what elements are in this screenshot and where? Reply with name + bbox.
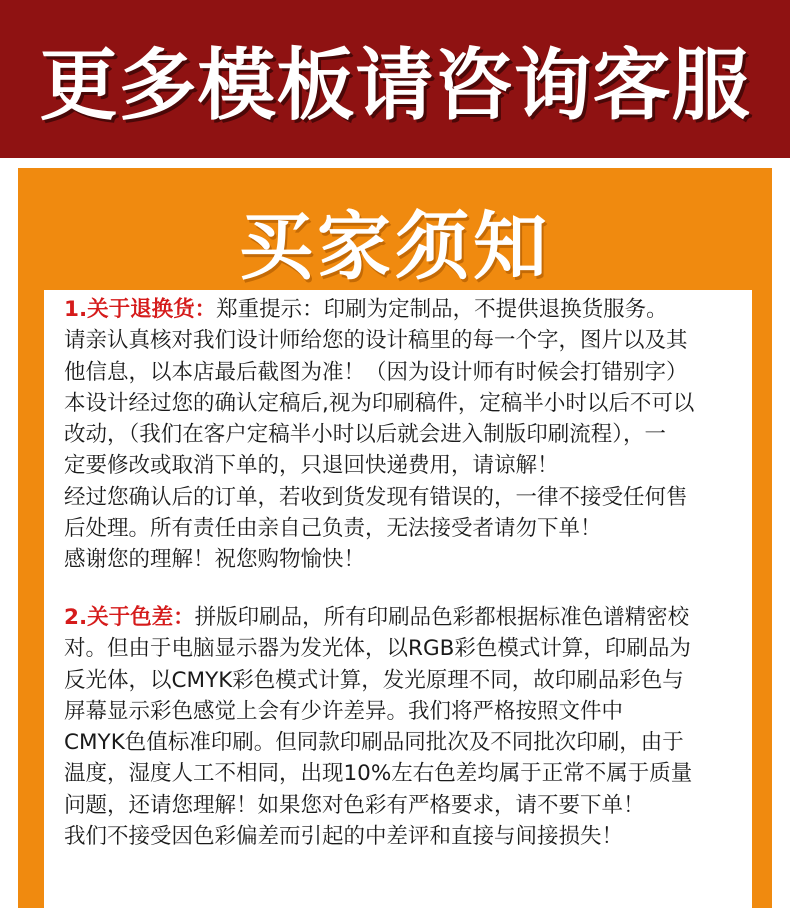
text-line: 经过您确认后的订单，若收到货发现有错误的，一律不接受任何售 [64,484,688,510]
text-line: CMYK色值标准印刷。但同款印刷品同批次及不同批次印刷，由于 [64,730,684,756]
notice-content [44,290,752,908]
text-line: 问题，还请您理解！如果您对色彩有严格要求，请不要下单！ [64,792,645,818]
text-line: 本设计经过您的确认定稿后,视为印刷稿件，定稿半小时以后不可以 [64,390,695,416]
section-heading: 2.关于色差： [64,605,195,630]
text-line: 定要修改或取消下单的，只退回快递费用，请谅解！ [64,453,559,479]
buyer-notice-panel [18,168,772,908]
text-line: 他信息，以本店最后截图为准！（因为设计师有时候会打错别字） [64,359,688,385]
section-return-policy [64,294,754,576]
text-line: 后处理。所有责任由亲自己负责，无法接受者请勿下单！ [64,516,602,542]
text-line: 改动，（我们在客户定稿半小时以后就会进入制版印刷流程），一 [64,422,667,448]
text-line: 我们不接受因色彩偏差而引起的中差评和直接与间接损失！ [64,824,624,850]
text-line: 感谢您的理解！祝您购物愉快！ [64,547,366,573]
text-line: 屏幕显示彩色感觉上会有少许差异。我们将严格按照文件中 [64,698,624,724]
notice-title: 买家须知 [239,204,551,290]
text-line: 1.关于退换货：郑重提示：印刷为定制品，不提供退换货服务。 [64,297,668,322]
text-line: 2.关于色差：拼版印刷品，所有印刷品色彩都根据标准色谱精密校 [64,605,690,630]
text-line: 温度，湿度人工不相同，出现10%左右色差均属于正常不属于质量 [64,761,693,787]
banner-title: 更多模板请咨询客服 [39,40,751,131]
text-line: 反光体，以CMYK彩色模式计算，发光原理不同，故印刷品彩色与 [64,667,684,693]
text-line: 对。但由于电脑显示器为发光体，以RGB彩色模式计算，印刷品为 [64,636,691,662]
section-heading: 1.关于退换货： [64,297,217,322]
top-banner [0,0,790,158]
section-color-difference [64,602,754,852]
text-line: 请亲认真核对我们设计师给您的设计稿里的每一个字，图片以及其 [64,328,688,354]
